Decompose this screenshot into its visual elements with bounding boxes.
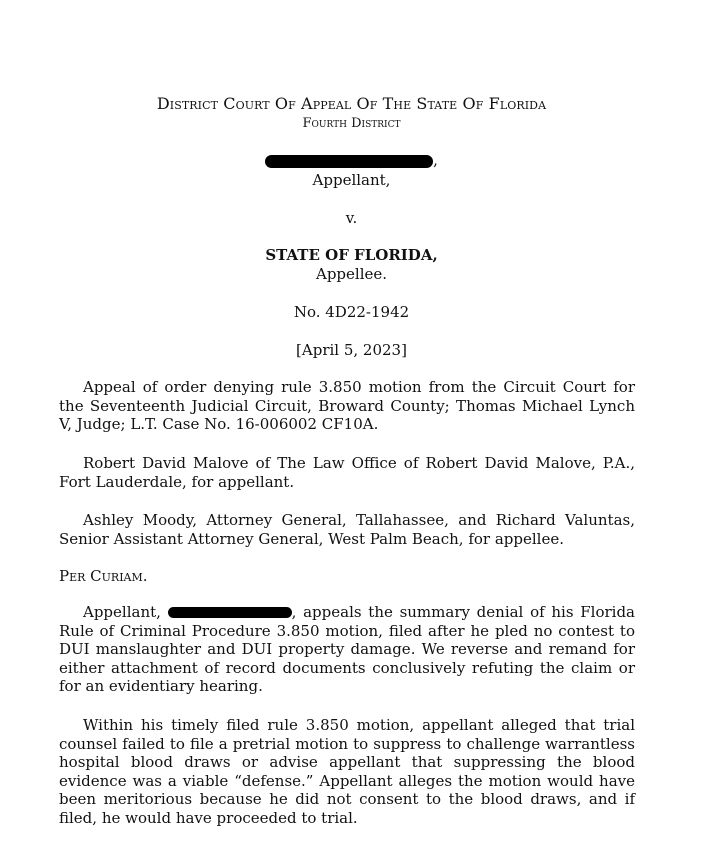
per-curiam-heading: Per Curiam. (59, 567, 148, 585)
appellant-name (0, 151, 703, 171)
appellant-label: Appellant, (312, 171, 391, 189)
appellee-counsel-paragraph: Ashley Moody, Attorney General, Tallahassee, and Richard Valuntas, Senior Assistant Attorney General, West Palm Beach, for appellee. (59, 511, 635, 548)
opinion-paragraph-1-rest: , appeals the summary denial of his Florida Rule of Criminal Procedure 3.850 motion, filed after he pled no contest to DUI manslaughter and DUI property damage. We reverse and remand for either attachment of record documents conclusively refuting the claim or for an evidentiary hearing. (59, 603, 635, 696)
case-number: No. 4D22-1942 (293, 303, 410, 321)
redaction-block (168, 607, 292, 618)
opinion-paragraph-1-start: Appellant, (83, 603, 168, 621)
appellee-label: Appellee. (315, 265, 388, 283)
redaction-block (265, 155, 433, 168)
district-name: Fourth District (302, 116, 401, 131)
appellee-name: STATE OF FLORIDA, (265, 246, 438, 264)
court-title: District Court Of Appeal Of The State Of Florida (156, 94, 547, 113)
appellant-name-comma: , (433, 151, 438, 169)
appellant-counsel-paragraph: Robert David Malove of The Law Office of Robert David Malove, P.A., Fort Lauderdale, for appellant. (59, 454, 635, 491)
decision-date: [April 5, 2023] (296, 341, 407, 359)
opinion-paragraph-2: Within his timely filed rule 3.850 motion, appellant alleged that trial counsel failed to file a pretrial motion to suppress to challenge warrantless hospital blood draws or advise appellant that suppressing the blood evidence was a viable “defense.” Appellant alleges the motion would have been meritorious because he did not consent to the blood draws, and if filed, he would have proceeded to trial. (59, 716, 635, 827)
versus-label: v. (345, 209, 358, 227)
opinion-paragraph-1 (59, 603, 635, 696)
appeal-info-paragraph: Appeal of order denying rule 3.850 motion from the Circuit Court for the Seventeenth Judicial Circuit, Broward County; Thomas Michael Lynch V, Judge; L.T. Case No. 16-006002 CF10A. (59, 378, 635, 434)
